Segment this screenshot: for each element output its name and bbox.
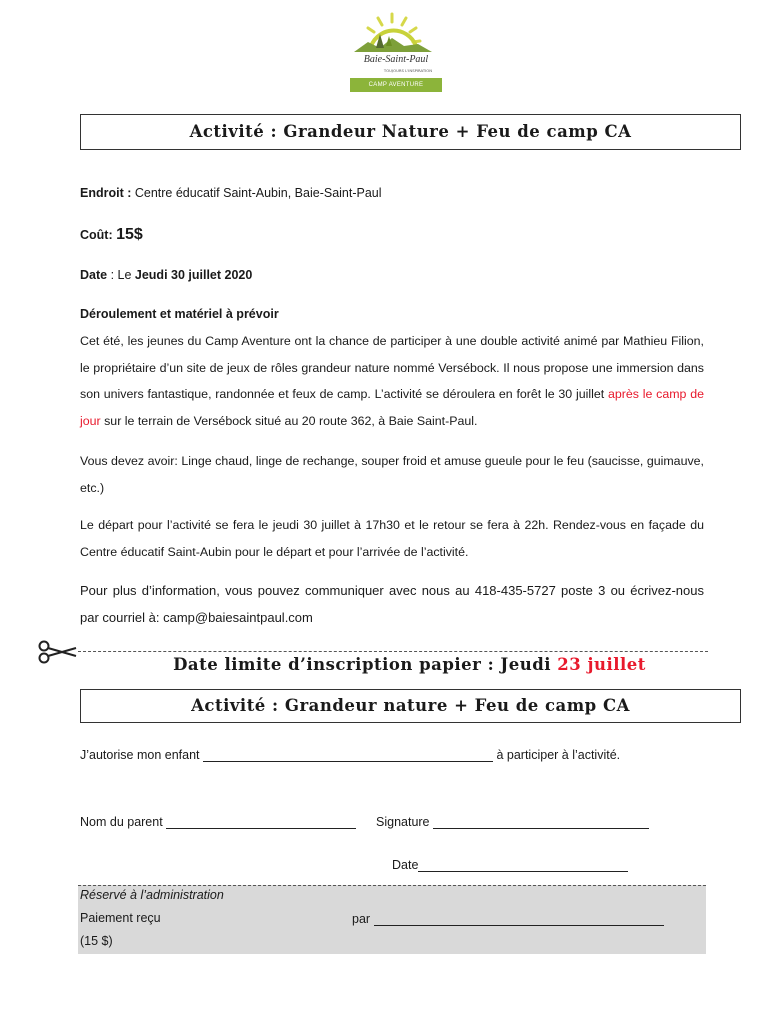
parent-label: Nom du parent bbox=[80, 815, 167, 829]
description-part-1: Cet été, les jeunes du Camp Aventure ont la chance de participer à une double activité animé par Mathieu Filion, le propriétaire d’un site de jeux de rôles grandeur nature nommé Versébock. Il nous propose une immersion dans son univers fantastique, randonnée et feux de camp. L’activité se déroulera en forêt le 30 juillet bbox=[80, 334, 704, 401]
signature-label: Signature bbox=[376, 815, 433, 829]
location-line bbox=[80, 186, 382, 200]
section-heading-text: Déroulement et matériel à prévoir bbox=[80, 307, 279, 321]
payment-received-label: Paiement reçu bbox=[80, 911, 161, 925]
section-heading bbox=[80, 307, 279, 321]
date-label: Date bbox=[80, 268, 108, 282]
cut-line bbox=[78, 651, 708, 652]
description-highlight: après le camp de jour bbox=[80, 387, 704, 428]
received-by-line bbox=[352, 911, 664, 926]
date-sign-line bbox=[392, 857, 628, 872]
form-title: Activité : Grandeur nature + Feu de camp CA bbox=[191, 696, 630, 715]
date-field[interactable] bbox=[418, 857, 628, 872]
form-title-box bbox=[80, 689, 741, 723]
registration-deadline bbox=[80, 655, 739, 674]
child-name-field[interactable] bbox=[203, 747, 493, 762]
schedule-paragraph: Le départ pour l’activité se fera le jeudi 30 juillet à 17h30 et le retour se fera à 22h. Rendez-vous en façade du Centre éducatif Saint-Aubin pour le départ et pour l’arrivée de l’activité. bbox=[80, 518, 704, 559]
date-line bbox=[80, 268, 252, 282]
deadline-date: 23 juillet bbox=[557, 655, 646, 674]
logo-tagline: TOUJOURS L'INSPIRATION bbox=[383, 68, 433, 73]
logo-name: Baie-Saint-Paul bbox=[363, 54, 429, 65]
cost-line bbox=[80, 226, 143, 244]
cost-label: Coût: bbox=[80, 228, 113, 242]
signature-line bbox=[376, 814, 649, 829]
contact-paragraph: Pour plus d’information, vous pouvez communiquer avec nous au 418-435-5727 poste 3 ou écrivez-nous par courriel à: camp@baiesaintpaul.com bbox=[80, 583, 704, 625]
authorize-suffix: à participer à l’activité. bbox=[493, 748, 621, 762]
authorization-line bbox=[80, 747, 620, 762]
parent-name-field[interactable] bbox=[166, 814, 356, 829]
payment-amount: (15 $) bbox=[80, 934, 113, 948]
received-by-label: par bbox=[352, 912, 374, 926]
activity-title-box bbox=[80, 114, 741, 150]
admin-section bbox=[78, 885, 706, 954]
admin-title: Réservé à l’administration bbox=[80, 888, 224, 902]
description-part-2: sur le terrain de Versébock situé au 20 route 362, à Baie Saint-Paul. bbox=[100, 413, 478, 428]
cost-value: 15$ bbox=[116, 226, 143, 243]
location-label: Endroit : bbox=[80, 186, 132, 200]
logo bbox=[340, 8, 444, 92]
equipment-paragraph: Vous devez avoir: Linge chaud, linge de rechange, souper froid et amuse gueule pour le feu (saucisse, guimauve, etc.) bbox=[80, 454, 704, 495]
location-value: Centre éducatif Saint-Aubin, Baie-Saint-Paul bbox=[131, 186, 382, 200]
date-sign-label: Date bbox=[392, 858, 419, 872]
received-by-field[interactable] bbox=[374, 911, 664, 926]
description-paragraph bbox=[80, 328, 704, 434]
logo-band: CAMP AVENTURE bbox=[350, 78, 442, 92]
date-value: Jeudi 30 juillet 2020 bbox=[134, 268, 253, 282]
scissors-icon bbox=[38, 638, 78, 666]
authorize-prefix: J’autorise mon enfant bbox=[80, 748, 203, 762]
activity-title: Activité : Grandeur Nature + Feu de camp CA bbox=[189, 122, 632, 141]
parent-line bbox=[80, 814, 356, 829]
deadline-text: Date limite d’inscription papier : Jeudi bbox=[173, 655, 558, 674]
date-prefix: : Le bbox=[107, 268, 135, 282]
signature-field[interactable] bbox=[433, 814, 649, 829]
